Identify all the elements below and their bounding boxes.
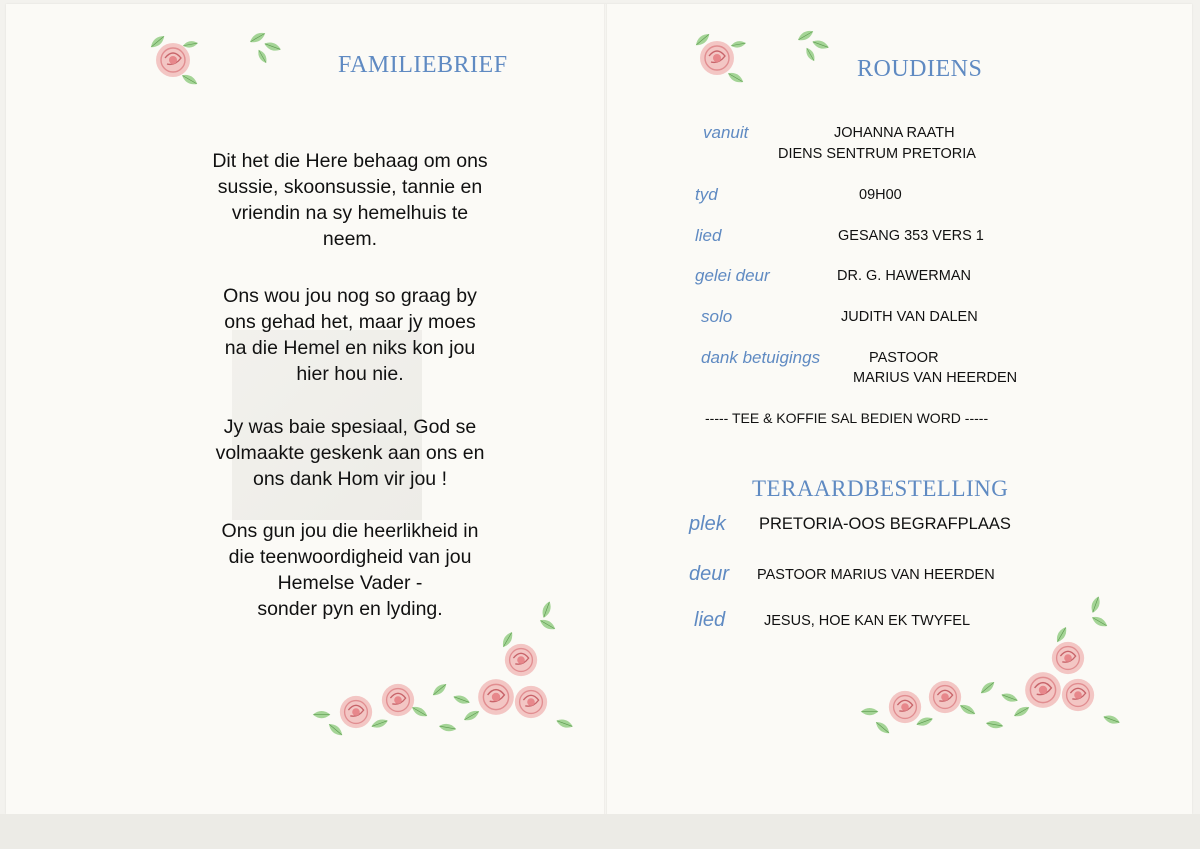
label-tyd: tyd [695, 185, 718, 204]
center-fold [604, 4, 607, 816]
letter-line: sussie, skoonsussie, tannie en [217, 176, 483, 198]
tea-note: ----- TEE & KOFFIE SAL BEDIEN WORD ----- [705, 410, 989, 426]
label-deur: deur [689, 563, 730, 585]
letter-line: hier hou nie. [296, 363, 404, 385]
value-soloist: JUDITH VAN DALEN [841, 309, 978, 325]
value-time: 09H00 [859, 187, 902, 203]
value-burial-hymn: JESUS, HOE KAN EK TWYFEL [764, 613, 971, 629]
section-title-teraardbestelling: TERAARDBESTELLING [752, 476, 1009, 501]
label-solo: solo [701, 307, 733, 326]
value-venue-name: JOHANNA RAATH [834, 125, 955, 141]
label-gelei-deur: gelei deur [695, 266, 770, 285]
letter-line: sonder pyn en lyding. [257, 598, 443, 620]
leaf-icon [437, 717, 459, 739]
letter-line: vriendin na sy hemelhuis te [231, 202, 469, 224]
letter-line: ons dank Hom vir jou ! [252, 468, 447, 490]
page-title-roudiens: ROUDIENS [857, 56, 983, 82]
leaf-icon [728, 34, 747, 53]
label-lied: lied [695, 226, 722, 245]
letter-paragraph-4 [150, 518, 550, 622]
letter-paragraph-3 [150, 414, 550, 492]
rose-icon [475, 676, 517, 718]
scan-background [0, 814, 1200, 849]
value-burial-place: PRETORIA-OOS BEGRAFPLAAS [759, 515, 1011, 533]
letter-paragraph-1 [150, 148, 550, 252]
value-burial-officiant: PASTOOR MARIUS VAN HEERDEN [757, 567, 995, 583]
letter-line: ons gehad het, maar jy moes [224, 311, 476, 333]
letter-line: volmaakte geskenk aan ons en [215, 442, 485, 464]
rose-icon [1059, 676, 1097, 714]
letter-line: na die Hemel en niks kon jou [224, 337, 476, 359]
leaf-icon [180, 34, 199, 53]
value-officiant: DR. G. HAWERMAN [837, 268, 971, 284]
letter-line: Ons wou jou nog so graag by [223, 285, 477, 307]
label-vanuit: vanuit [703, 123, 749, 142]
page-title-familiebrief: FAMILIEBRIEF [338, 52, 508, 78]
letter-line: neem. [322, 228, 378, 250]
letter-line: Jy was baie spesiaal, God se [223, 416, 477, 438]
letter-line: Dit het die Here behaag om ons [212, 150, 488, 172]
rose-icon [1049, 639, 1087, 677]
leaf-icon [984, 714, 1006, 736]
label-plek: plek [689, 513, 726, 535]
letter-line: Ons gun jou die heerlikheid in [221, 520, 479, 542]
value-thanks-name: MARIUS VAN HEERDEN [853, 370, 1018, 386]
value-hymn: GESANG 353 VERS 1 [838, 228, 984, 244]
letter-line: die teenwoordigheid van jou [228, 546, 472, 568]
value-venue-place: DIENS SENTRUM PRETORIA [778, 146, 976, 162]
label-lied-burial: lied [694, 609, 726, 631]
letter-paragraph-2 [150, 283, 550, 387]
label-dank-betuigings: dank betuigings [701, 348, 821, 367]
letter-line: Hemelse Vader - [277, 572, 423, 594]
rose-icon [512, 683, 550, 721]
value-thanks-title: PASTOOR [869, 350, 939, 366]
